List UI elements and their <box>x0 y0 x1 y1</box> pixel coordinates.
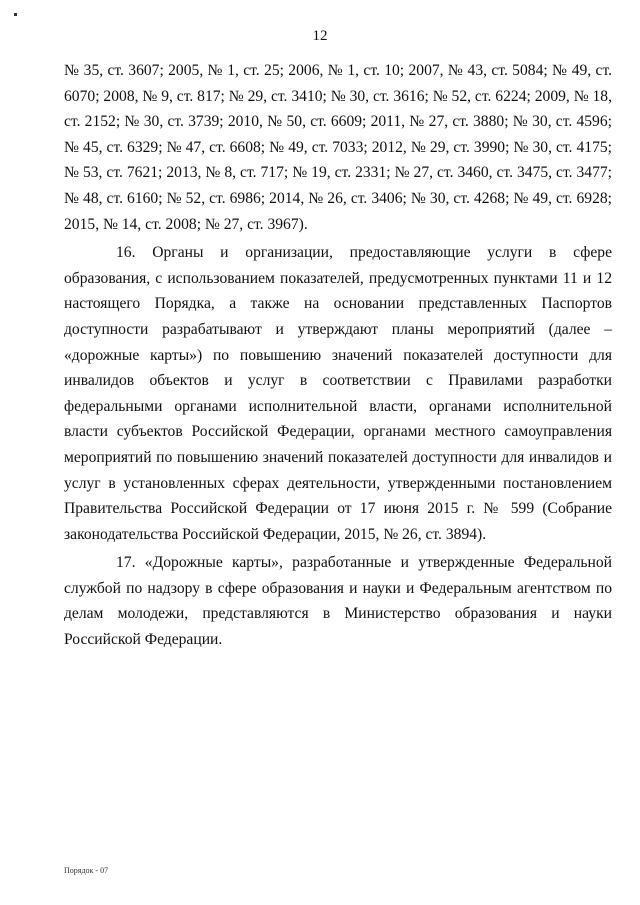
references-paragraph: № 35, ст. 3607; 2005, № 1, ст. 25; 2006, № 1, ст. 10; 2007, № 43, ст. 5084; № 49, ст. 6070; 2008, № 9, ст. 817; № 29, ст. 3410; № 30, ст. 3616; № 52, ст. 6224; 2009, № 18, ст. 2152; № 30, ст. 3739; 2010, № 50, ст. 6609; 2011, № 27, ст. 3880; № 30, ст. 4596; № 45, ст. 6329; № 47, ст. 6608; № 49, ст. 7033; 2012, № 29, ст. 3990; № 30, ст. 4175; № 53, ст. 7621; 2013, № 8, ст. 717; № 19, ст. 2331; № 27, ст. 3460, ст. 3475, ст. 3477; № 48, ст. 6160; № 52, ст. 6986; 2014, № 26, ст. 3406; № 30, ст. 4268; № 49, ст. 6928; 2015, № 14, ст. 2008; № 27, ст. 3967). <box>64 62 612 233</box>
document-footer: Порядок - 07 <box>64 866 109 875</box>
page-number: 12 <box>312 28 328 44</box>
clause-16-paragraph: 16. Органы и организации, предоставляющие услуги в сфере образования, с использованием показателей, предусмотренных пунктами 11 и 12 настоящего Порядка, а также на основании представленных Паспортов доступности разрабатывают и утверждают планы мероприятий (далее – «дорожные карты») по повышению значений показателей доступности для инвалидов объектов и услуг в соответствии с Правилами разработки федеральными органами исполнительной власти, органами исполнительной власти субъектов Российской Федерации, органами местного самоуправления мероприятий по повышению значений показателей доступности для инвалидов и услуг в установленных сферах деятельности, утвержденными постановлением Правительства Российской Федерации от 17 июня 2015 г. № 599 (Собрание законодательства Российской Федерации, 2015, № 26, ст. 3894). <box>64 244 612 543</box>
document-body <box>64 58 612 653</box>
scan-mark <box>14 13 17 16</box>
clause-17-paragraph: 17. «Дорожные карты», разработанные и утвержденные Федеральной службой по надзору в сфере образования и науки и Федеральным агентством по делам молодежи, представляются в Министерство образования и науки Российской Федерации. <box>64 554 612 649</box>
